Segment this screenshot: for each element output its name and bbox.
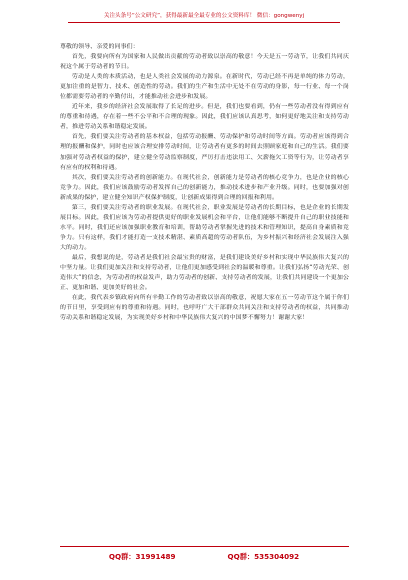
paragraph-innovation: 其次，我们要关注劳动者的创新能力。在现代社会，创新能力是劳动者的核心竞争力，也是企业的核心竞争力。因此，我们应该鼓励劳动者发挥自己的创新能力，推动技术进步和产业升级。同时，也要加强对创新成果的保护，建立健全知识产权保护制度，让创新成果得到合理的回报和利用。	[60, 173, 349, 201]
speech-document	[60, 42, 349, 323]
salutation: 尊敬的领导、亲爱的同事们：	[60, 43, 139, 50]
paragraph-current-situation: 近年来，我乡的经济社会发展取得了长足的进步。但是，我们也要看到，仍有一些劳动者没有得到应有的尊重和待遇，存在着一些不公平和不合理的现象。因此，我们应该认真思考，如何更好地关注和支持劳动者，推进劳动关系和谐稳定发展。	[60, 103, 349, 131]
header-divider	[68, 22, 340, 23]
paragraph-closing-thoughts: 最后，我想说的是，劳动者是我们社会最宝贵的财富，是我们建设美好乡村和实现中华民族伟大复兴的中坚力量。让我们更加关注和支持劳动者，让他们更加感受到社会的温暖和尊重。让我们弘扬“劳动光荣、创造伟大”的信念，为劳动者的权益发声，助力劳动者的创新、支持劳动者的发展，让我们共同建设一个更加公正、更加和谐、更加美好的社会。	[60, 253, 349, 292]
footer-divider	[60, 546, 349, 547]
paragraph-opening: 首先，我要向所有为国家和人民做出贡献的劳动者致以崇高的敬意！今天是五一劳动节，让我们共同庆祝这个属于劳动者的节日。	[60, 53, 349, 71]
paragraph-career-development: 第三，我们要关注劳动者的职业发展。在现代社会，职业发展是劳动者的长期目标，也是企业的长期发展目标。因此，我们应该为劳动者提供更好的职业发展机会和平台，让他们能够不断提升自己的职业技能和水平。同时，我们还应该加强职业教育和培训，帮助劳动者掌握先进的技术和管理知识，提高自身素质和竞争力。只有这样，我们才能打造一支技术精湛、素质高超的劳动者队伍，为乡村振兴和经济社会发展注入强大的动力。	[60, 203, 349, 251]
paragraph-final-greeting: 在此，我代表乡镇政府向所有辛勤工作的劳动者致以崇高的敬意，祝愿大家在五一劳动节这个属于你们的节日里，享受到应有的尊重和待遇。同时，也呼吁广大干部群众共同关注和支持劳动者的权益，共同推动劳动关系和谐稳定发展，为实现美好乡村和中华民族伟大复兴的中国梦不懈努力！谢谢大家！	[60, 294, 349, 322]
footer-qq-group-1: QQ群：31991489	[108, 552, 176, 561]
paragraph-labor-essence: 劳动是人类的本质活动，也是人类社会发展的动力源泉。在新时代，劳动已经不再是单纯的体力劳动，更加注重的是智力、技术、创造性的劳动。我们的生产和生活中无处不在劳动的身影，每一行业、每一个岗位都需要劳动者的辛勤付出，才能推动社会进步和发展。	[60, 73, 349, 101]
header-banner: 关注头条号“公文研究”，获得最新最全最专业的公文资料库！ 微信：gongwenyj	[103, 13, 305, 19]
paragraph-basic-rights: 首先，我们要关注劳动者的基本权益，包括劳动报酬、劳动保护和劳动时间等方面。劳动者应该得到合理的报酬和保护，同时也应该合理安排劳动时间，让劳动者有更多的时间去照顾家庭和自己的生活。我们要加强对劳动者权益的保护，建立健全劳动监察制度，严厉打击违法用工、欠薪拖欠工资等行为，让劳动者享有应有的权利和待遇。	[60, 133, 349, 171]
footer	[0, 552, 408, 562]
footer-qq-group-2: QQ群：535304092	[227, 552, 300, 561]
